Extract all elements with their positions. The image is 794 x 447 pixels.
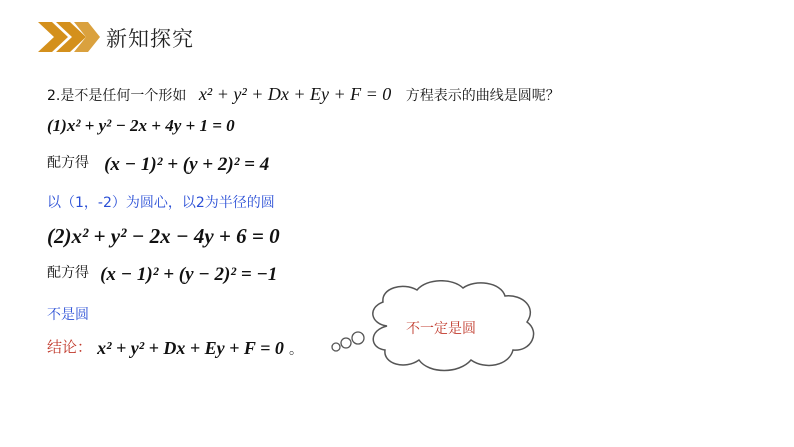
question-line [47,84,560,105]
question-equation: x² + y² + Dx + Ey + F = 0 [198,84,392,104]
final-label: 结论： [47,338,93,356]
question-prefix: 2.是不是任何一个形如 [47,88,187,104]
case1-method-label: 配方得 [47,155,89,171]
case2-completed-equation: (x − 1)² + (y − 2)² = −1 [100,264,278,285]
case2-equation: (2)x² + y² − 2x − 4y + 6 = 0 [47,224,280,248]
page-title: 新知探究 [106,27,194,51]
case1-completed-line [47,152,269,176]
case1-completed-equation: (x − 1)² + (y + 2)² = 4 [104,154,270,175]
case2-completed-line [47,262,277,286]
final-equation: x² + y² + Dx + Ey + F = 0 [97,338,284,358]
case1-conclusion: 以（1，-2）为圆心，以2为半径的圆 [47,195,275,211]
question-suffix: 方程表示的曲线是圆呢？ [405,88,560,104]
case2-method-label: 配方得 [47,265,89,281]
case1-equation: (1)x² + y² − 2x + 4y + 1 = 0 [47,116,235,135]
case2-conclusion: 不是圆 [47,307,89,323]
callout-text: 不一定是圆 [406,321,476,337]
final-period: 。 [288,342,303,358]
chevron-logo-icon [38,20,100,54]
final-conclusion-line [47,336,303,359]
